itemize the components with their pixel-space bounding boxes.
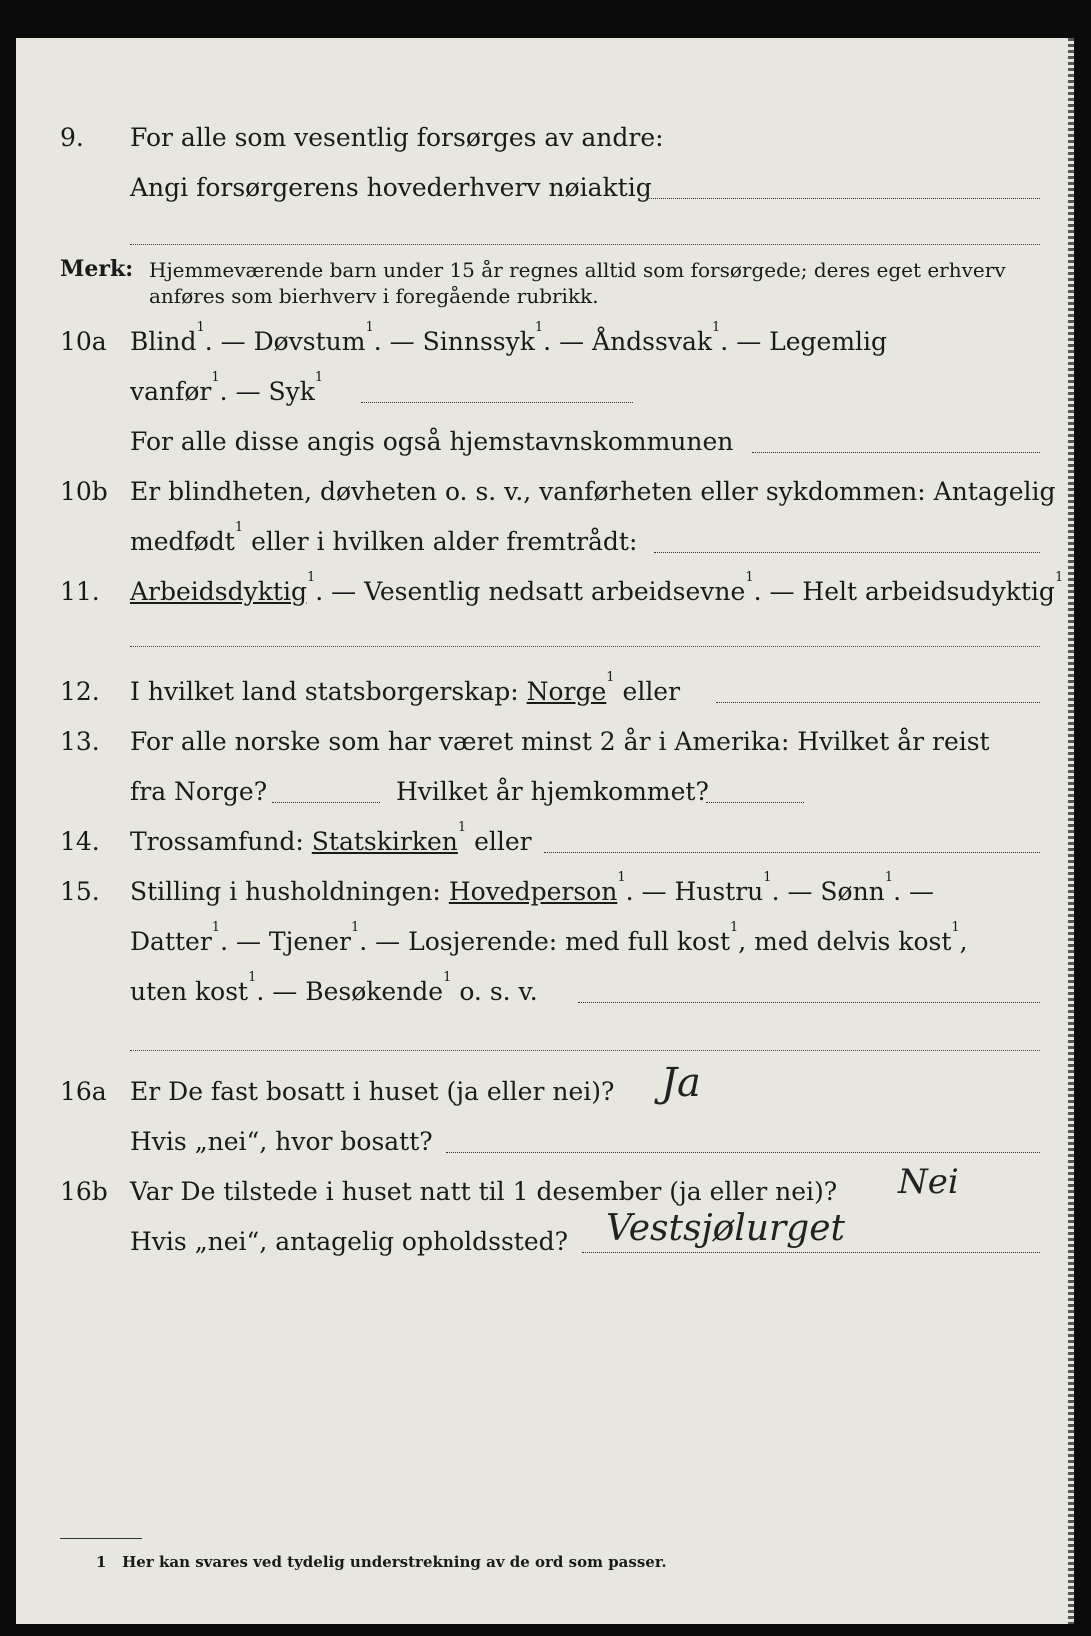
merk-text-line2: anføres som bierhverv i foregående rubrikk.	[149, 284, 599, 308]
q10b-alder-field[interactable]	[654, 552, 1040, 553]
q10a-sinnssyk: . — Sinnssyk	[373, 327, 535, 356]
q16b-line2	[16, 1222, 1074, 1262]
q16b-opholdssted-field[interactable]	[582, 1252, 1040, 1253]
q12-answer-field[interactable]	[716, 702, 1040, 703]
q16b-text1: Var De tilstede i huset natt til 1 desember (ja eller nei)?	[130, 1177, 838, 1206]
q9-line2	[16, 168, 1074, 208]
scan-border-top	[0, 0, 1091, 38]
q11-number: 11.	[60, 577, 100, 606]
q9-line1	[16, 118, 1074, 158]
footnote-text: Her kan svares ved tydelig understrekning av de ord som passer.	[122, 1553, 667, 1571]
q14-answer-field[interactable]	[544, 852, 1040, 853]
q10a-line3	[16, 422, 1074, 462]
q9-answer-field[interactable]	[646, 198, 1040, 199]
q15-line1	[16, 872, 1074, 912]
q16a-number: 16a	[60, 1077, 107, 1106]
q10a-text3: For alle disse angis også hjemstavnskommunen	[130, 427, 734, 456]
q13-hjemkommet-field[interactable]	[706, 802, 804, 803]
q10b-line2	[16, 522, 1074, 562]
q10b-line1	[16, 472, 1074, 512]
q11-line1	[16, 572, 1074, 612]
q9-number: 9.	[60, 123, 84, 152]
q13-line2	[16, 772, 1074, 812]
q11-answer-field[interactable]	[130, 646, 1040, 647]
q10a-line1	[16, 322, 1074, 362]
q10a-dovstum: . — Døvstum	[204, 327, 366, 356]
merk-text	[149, 257, 1049, 309]
q16a-bosatt-field[interactable]	[446, 1152, 1040, 1153]
q15-line3	[16, 972, 1074, 1012]
q15-text1: Stilling i husholdningen: Hovedperson$^1$. — Hustru$^1$. — Sønn$^1$. —	[130, 870, 934, 906]
q16a-handwritten-answer: Ja	[661, 1060, 701, 1106]
q15-line2	[16, 922, 1074, 962]
q10a-text1: Blind$^1$. — Døvstum$^1$. — Sinnssyk$^1$. — Åndssvak$^1$. — Legemlig	[130, 320, 888, 356]
q10a-line2	[16, 372, 1074, 412]
q10a-andssvak: . — Åndssvak	[543, 327, 713, 356]
footnote	[96, 1553, 667, 1571]
q14-number: 14.	[60, 827, 100, 856]
census-form-page	[16, 38, 1074, 1624]
q10b-number: 10b	[60, 477, 108, 506]
footnote-mark: 1	[96, 1553, 107, 1571]
q16b-handwritten-place: Vestsjølurget	[606, 1208, 845, 1249]
q15-text2: Datter$^1$. — Tjener$^1$. — Losjerende: med full kost$^1$, med delvis kost$^1$,	[130, 920, 968, 956]
q15-number: 15.	[60, 877, 100, 906]
q13-hjemkommet: Hvilket år hjemkommet?	[396, 777, 709, 806]
merk-label: Merk:	[60, 256, 134, 282]
q12-number: 12.	[60, 677, 100, 706]
q13-reist-field[interactable]	[272, 802, 380, 803]
q10a-text2: vanfør$^1$. — Syk$^1$	[130, 370, 324, 406]
q16a-line2	[16, 1122, 1074, 1162]
q10a-hjemstavn-field[interactable]	[752, 452, 1040, 453]
q15-answer-field[interactable]	[578, 1002, 1040, 1003]
merk-text-line1: Hjemmeværende barn under 15 år regnes alltid som forsørgede; deres eget erhverv	[149, 258, 1006, 282]
q16b-number: 16b	[60, 1177, 108, 1206]
q10a-legemlig: . — Legemlig	[720, 327, 888, 356]
footnote-rule	[60, 1538, 142, 1539]
q16b-handwritten-answer: Nei	[898, 1162, 959, 1202]
q16a-text2: Hvis „nei“, hvor bosatt?	[130, 1127, 433, 1156]
q13-number: 13.	[60, 727, 100, 756]
q15-text3: uten kost$^1$. — Besøkende$^1$ o. s. v.	[130, 970, 538, 1006]
q13-text1: For alle norske som har været minst 2 år i Amerika: Hvilket år reist	[130, 727, 990, 756]
q12-line1	[16, 672, 1074, 712]
q12-norge: Norge	[526, 677, 607, 706]
q12-text: I hvilket land statsborgerskap: Norge$^1$ eller	[130, 670, 681, 706]
q16b-text2: Hvis „nei“, antagelig opholdssted?	[130, 1227, 569, 1256]
q9-text1: For alle som vesentlig forsørges av andre:	[130, 123, 664, 152]
q9-answer-field-2[interactable]	[130, 244, 1040, 245]
q14-text: Trossamfund: Statskirken$^1$ eller	[130, 820, 532, 856]
q10a-number: 10a	[60, 327, 107, 356]
q16a-line1	[16, 1072, 1074, 1112]
q13-line1	[16, 722, 1074, 762]
q11-text: Arbeidsdyktig$^1$. — Vesentlig nedsatt arbeidsevne$^1$. — Helt arbeidsudyktig$^1$	[130, 570, 1064, 606]
q10a-blind: Blind	[130, 327, 197, 356]
q16a-text1: Er De fast bosatt i huset (ja eller nei)?	[130, 1077, 615, 1106]
q15-answer-field-2[interactable]	[130, 1050, 1040, 1051]
q10a-syk-field[interactable]	[361, 402, 633, 403]
q11-arbeidsdyktig: Arbeidsdyktig	[130, 577, 307, 606]
q9-text2: Angi forsørgerens hovederhverv nøiaktig	[130, 173, 652, 202]
q10b-text1: Er blindheten, døvheten o. s. v., vanførheten eller sykdommen: Antagelig	[130, 477, 1056, 506]
q14-statskirken: Statskirken	[311, 827, 458, 856]
q15-hovedperson: Hovedperson	[448, 877, 618, 906]
q14-line1	[16, 822, 1074, 862]
q10b-text2: medfødt$^1$ eller i hvilken alder fremtrådt:	[130, 520, 638, 556]
q13-reist: fra Norge?	[130, 777, 268, 806]
